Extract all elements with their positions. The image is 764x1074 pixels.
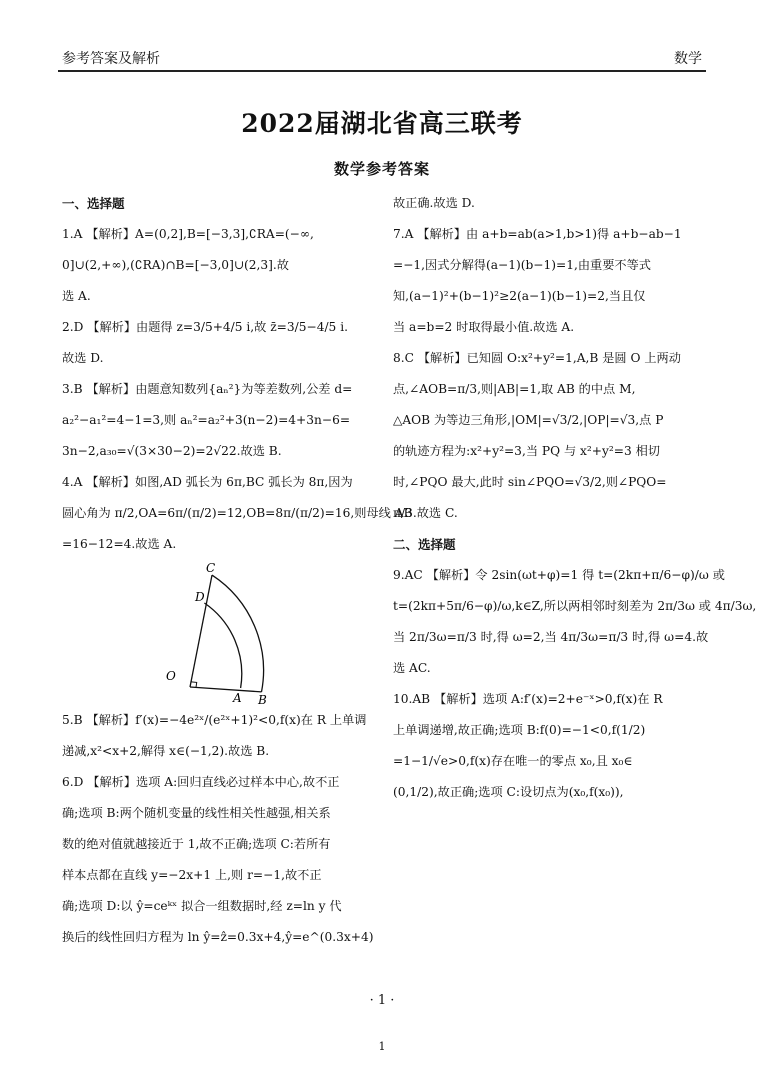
page-subtitle: 数学参考答案 [333, 160, 430, 178]
right-text-line: 故正确.故选 D. [393, 196, 475, 210]
right-column [393, 188, 757, 808]
left-text-line: 3.B 【解析】由题意知数列{aₙ²}为等差数列,公差 d= [62, 382, 353, 396]
left-text-line: 递减,x²<x+2,解得 x∈(−1,2).故选 B. [62, 744, 270, 758]
right-text-line: 7.A 【解析】由 a+b=ab(a>1,b>1)得 a+b−ab−1 [393, 227, 682, 241]
right-text-line: 上单调递增,故正确;选项 B:f(0)=−1<0,f(1/2) [393, 723, 646, 737]
right-text-line: =1−1/√e>0,f(x)存在唯一的零点 x₀,且 x₀∈ [393, 754, 633, 768]
left-text-line: =16−12=4.故选 A. [62, 537, 177, 551]
left-text-line: 确;选项 B:两个随机变量的线性相关性越强,相关系 [62, 806, 331, 820]
header-rule [58, 70, 706, 72]
label-a: A [233, 691, 242, 705]
right-text-line: 知,(a−1)²+(b−1)²≥2(a−1)(b−1)=2,当且仅 [393, 289, 646, 303]
right-text-line: π/3.故选 C. [393, 506, 458, 520]
radius-ob [190, 687, 262, 692]
left-column [62, 188, 413, 953]
left-text-line: 1.A 【解析】A=(0,2],B=[−3,3],∁RA=(−∞, [62, 227, 314, 241]
left-text-line: 4.A 【解析】如图,AD 弧长为 6π,BC 弧长为 8π,因为 [62, 475, 353, 489]
right-text-line: 时,∠PQO 最大,此时 sin∠PQO=√3/2,则∠PQO= [393, 475, 667, 489]
sector-figure [62, 560, 380, 705]
right-text-line: t=(2kπ+5π/6−φ)/ω,k∈Z,所以两相邻时刻差为 2π/3ω 或 4π/3ω, [393, 599, 757, 613]
inner-arc [204, 603, 241, 688]
left-text-line: 确;选项 D:以 ŷ=ceᵏˣ 拟合一组数据时,经 z=ln y 代 [62, 899, 342, 913]
page-title: 2022届湖北省高三联考 [241, 109, 523, 138]
left-text-line: 3n−2,a₃₀=√(3×30−2)=2√22.故选 B. [62, 444, 282, 458]
left-text-line: 圆心角为 π/2,OA=6π/(π/2)=12,OB=8π/(π/2)=16,则母线 AB [62, 506, 413, 520]
right-text-line: 9.AC 【解析】令 2sin(ωt+φ)=1 得 t=(2kπ+π/6−φ)/ω 或 [393, 568, 725, 582]
right-text-line: =−1,因式分解得(a−1)(b−1)=1,由重要不等式 [393, 258, 651, 272]
left-text-line: 6.D 【解析】选项 A:回归直线必过样本中心,故不正 [62, 775, 340, 789]
right-text-line: 点,∠AOB=π/3,则|AB|=1,取 AB 的中点 M, [393, 382, 636, 396]
header-right: 数学 [674, 51, 702, 67]
left-text-line: 故选 D. [62, 351, 104, 365]
label-b: B [258, 693, 267, 707]
left-text-line: 数的绝对值就越接近于 1,故不正确;选项 C:若所有 [62, 837, 331, 851]
label-d: D [195, 590, 205, 604]
page-number: 1 [378, 1040, 386, 1053]
left-text-line: 5.B 【解析】f′(x)=−4e²ˣ/(e²ˣ+1)²<0,f(x)在 R 上单调 [62, 713, 367, 727]
right-text-line: 选 AC. [393, 661, 431, 675]
right-text-line: 二、选择题 [393, 537, 456, 552]
left-text-line: 0]∪(2,+∞),(∁RA)∩B=[−3,0]∪(2,3].故 [62, 258, 289, 272]
page-marker: · 1 · [369, 993, 395, 1008]
right-text-line: 当 a=b=2 时取得最小值.故选 A. [393, 320, 575, 334]
label-c: C [206, 561, 216, 575]
left-text-line: 一、选择题 [62, 196, 125, 211]
sector-diagram [62, 560, 380, 705]
right-text-line: (0,1/2),故正确;选项 C:设切点为(x₀,f(x₀)), [393, 785, 624, 799]
label-o: O [166, 669, 176, 683]
left-text-line: a₂²−a₁²=4−1=3,则 aₙ²=a₂²+3(n−2)=4+3n−6= [62, 413, 351, 427]
left-text-line: 样本点都在直线 y=−2x+1 上,则 r=−1,故不正 [62, 868, 322, 882]
right-text-line: 8.C 【解析】已知圆 O:x²+y²=1,A,B 是圆 O 上两动 [393, 351, 681, 365]
right-text-line: △AOB 为等边三角形,|OM|=√3/2,|OP|=√3,点 P [393, 413, 664, 427]
header-left: 参考答案及解析 [62, 51, 160, 67]
right-text-line: 当 2π/3ω=π/3 时,得 ω=2,当 4π/3ω=π/3 时,得 ω=4.故 [393, 630, 709, 644]
left-text-line: 换后的线性回归方程为 ln ŷ=ẑ=0.3x+4,ŷ=e^(0.3x+4) [62, 930, 374, 944]
left-text-line: 选 A. [62, 289, 91, 303]
outer-arc [212, 575, 264, 692]
right-text-line: 10.AB 【解析】选项 A:f′(x)=2+e⁻ˣ>0,f(x)在 R [393, 692, 663, 706]
left-text-line: 2.D 【解析】由题得 z=3/5+4/5 i,故 z̄=3/5−4/5 i. [62, 320, 348, 334]
right-text-line: 的轨迹方程为:x²+y²=3,当 PQ 与 x²+y²=3 相切 [393, 444, 660, 458]
